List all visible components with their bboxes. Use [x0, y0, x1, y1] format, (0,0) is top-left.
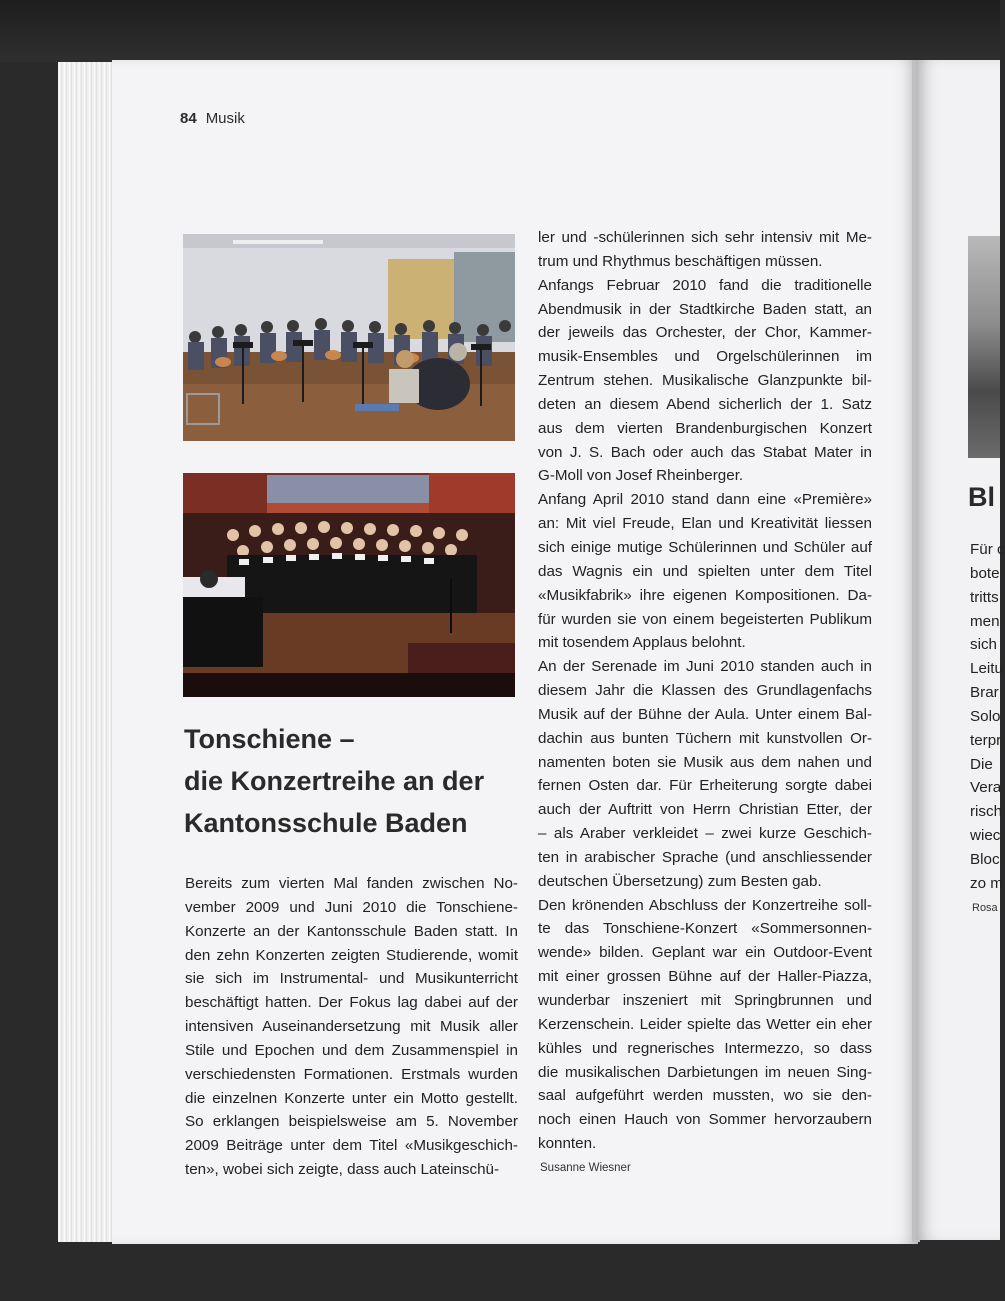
- text-line: sich einige mutige Schülerinnen und Schüler auf: [538, 538, 872, 556]
- text-line: G-Moll von Josef Rheinberger.: [538, 467, 744, 485]
- text-line: mit tosendem Applaus belohnt.: [538, 634, 746, 652]
- text-line: diesem Jahr die Klassen des Grundlagenfachs: [538, 682, 872, 700]
- text-line: wende» bilden. Geplant war ein Outdoor-Event: [538, 944, 872, 962]
- text-line: – als Araber verkleidet – zwei kurze Geschich-: [538, 825, 872, 843]
- text-line: musik-Ensembles und Orgelschülerinnen im: [538, 348, 872, 366]
- headline-line: die Konzertreihe an der: [184, 766, 485, 796]
- text-line: Den krönenden Abschluss der Konzertreihe soll-: [538, 896, 872, 914]
- text-line: 2009 Beiträge unter dem Titel «Musikgeschich-: [185, 1137, 518, 1155]
- orchestra-illustration: [183, 234, 515, 441]
- text-line: Kerzenschein. Leider spielte das Wetter ein eher: [538, 1015, 872, 1033]
- text-line: sie sich im Instrumental- und Musikunterricht: [185, 970, 518, 988]
- text-line: Anfang April 2010 stand dann eine «Première»: [538, 491, 872, 509]
- text-line: noch einen Hauch von Sommer hervorzaubern: [538, 1111, 872, 1129]
- section-title: Musik: [205, 110, 245, 127]
- right-page-headline-fragment: Bl: [968, 482, 995, 512]
- text-line: deten an diesem Abend sicherlich der 1. Satz: [538, 395, 872, 413]
- right-page-column-fragment: [970, 538, 1005, 896]
- text-line: bote: [970, 564, 1000, 582]
- text-line: Abendmusik in der Stadtkirche Baden statt, an: [538, 300, 872, 318]
- text-line: Anfangs Februar 2010 fand die traditionelle: [538, 276, 872, 294]
- text-line: auch der Auftritt von Herrn Christian Etter, der: [538, 801, 872, 819]
- text-line: Konzerte an der Kantonsschule Baden statt. In: [185, 922, 518, 940]
- article-headline: [184, 718, 524, 844]
- text-line: das Wagnis ein und spielten unter dem Titel: [538, 562, 872, 580]
- text-line: vember 2009 und Juni 2010 die Tonschiene-: [185, 898, 518, 916]
- text-line: die musikalischen Darbietungen im neuen Sing-: [538, 1063, 872, 1081]
- photo-orchestra-rehearsal: [183, 234, 515, 441]
- text-line: Bereits zum vierten Mal fanden zwischen No-: [185, 875, 518, 892]
- text-line: wunderbar inszeniert mit Springbrunnen und: [538, 992, 872, 1009]
- text-line: fernen Osten dar. Für Erheiterung sorgte dabei: [538, 777, 872, 795]
- photo-choir-concert: [183, 473, 515, 697]
- text-line: von J. S. Bach oder auch das Stabat Mater in: [538, 443, 872, 461]
- text-line: kühles und regnerisches Intermezzo, so dass: [538, 1039, 872, 1057]
- right-page-photo: [968, 236, 1000, 458]
- text-line: Zentrum stehen. Musikalische Glanzpunkte bil-: [538, 372, 872, 390]
- text-line: Solo: [970, 707, 1001, 725]
- text-line: tritts: [970, 588, 999, 606]
- text-line: terpr: [970, 731, 1002, 749]
- text-line: die einzelnen Konzerte unter ein Motto gestellt.: [185, 1089, 518, 1107]
- text-line: für wurden sie von einem begeisterten Publikum: [538, 610, 872, 628]
- choir-illustration: [183, 473, 515, 697]
- text-line: Leitu: [970, 660, 1003, 678]
- page-edges: [58, 62, 120, 1242]
- text-line: Brar: [970, 684, 999, 702]
- right-page-author-fragment: Rosa: [972, 902, 998, 914]
- text-line: trum und Rhythmus beschäftigen müssen.: [538, 252, 823, 270]
- author-byline: Susanne Wiesner: [540, 1162, 631, 1174]
- text-line: Für c: [970, 541, 1005, 558]
- text-line: ten», wobei sich zeigte, dass auch Lateinschü-: [185, 1161, 500, 1179]
- text-line: Musik auf der Bühne der Aula. Unter einem Bal-: [538, 705, 872, 723]
- text-line: Bloc: [970, 850, 1000, 868]
- text-line: So erklangen beispielsweise am 5. November: [185, 1113, 518, 1131]
- text-line: an: Mit viel Freude, Elan und Kreativität liessen: [538, 515, 872, 533]
- page-folio: [180, 110, 245, 127]
- text-line: intensiven Auseinandersetzung mit Musik aller: [185, 1018, 518, 1036]
- text-line: dachin aus bunten Tüchern mit kunstvollen Or-: [538, 729, 872, 747]
- headline-line: Tonschiene –: [184, 724, 355, 754]
- text-line: Die: [970, 755, 993, 773]
- scanner-background: [0, 0, 1000, 62]
- page-number: 84: [180, 110, 197, 127]
- text-line: mit einer grossen Bühne auf der Haller-Piazza,: [538, 968, 872, 986]
- text-line: konnten.: [538, 1135, 597, 1153]
- text-line: «Musikfabrik» ihre eigenen Kompositionen. Da-: [538, 586, 872, 604]
- text-line: An der Serenade im Juni 2010 standen auch in: [538, 658, 872, 676]
- text-line: der jeweils das Orchester, der Chor, Kammer-: [538, 324, 872, 342]
- text-line: ler und -schülerinnen sich sehr intensiv mit Me-: [538, 229, 872, 246]
- headline-line: Kantonsschule Baden: [184, 808, 468, 838]
- text-line: zo m: [970, 874, 1003, 892]
- article-column-right: [538, 226, 872, 1156]
- text-line: verschiedensten Formationen. Erstmals wurden: [185, 1065, 518, 1083]
- text-line: namenten boten sie Musik aus dem nahen und: [538, 753, 872, 771]
- text-line: deutschen Übersetzung) zum Besten gab.: [538, 872, 822, 890]
- text-line: te das Tonschiene-Konzert «Sommersonnen-: [538, 920, 872, 938]
- text-line: ten in arabischer Sprache (und anschliessender: [538, 848, 872, 866]
- text-line: aus dem vierten Brandenburgischen Konzert: [538, 419, 872, 437]
- text-line: risch: [970, 803, 1003, 821]
- text-line: Vera: [970, 779, 1002, 797]
- text-line: sich: [970, 636, 998, 654]
- text-line: beschäftigt hatten. Der Fokus lag dabei auf der: [185, 994, 518, 1012]
- text-line: wiec: [970, 827, 1001, 845]
- text-line: men: [970, 612, 1000, 630]
- text-line: saal aufgeführt werden mussten, wo sie den-: [538, 1087, 872, 1105]
- article-column-left: [185, 872, 518, 1182]
- text-line: Stile und Epochen und dem Zusammenspiel in: [185, 1041, 518, 1059]
- text-line: den zehn Konzerten zeigten Studierende, womit: [185, 946, 518, 964]
